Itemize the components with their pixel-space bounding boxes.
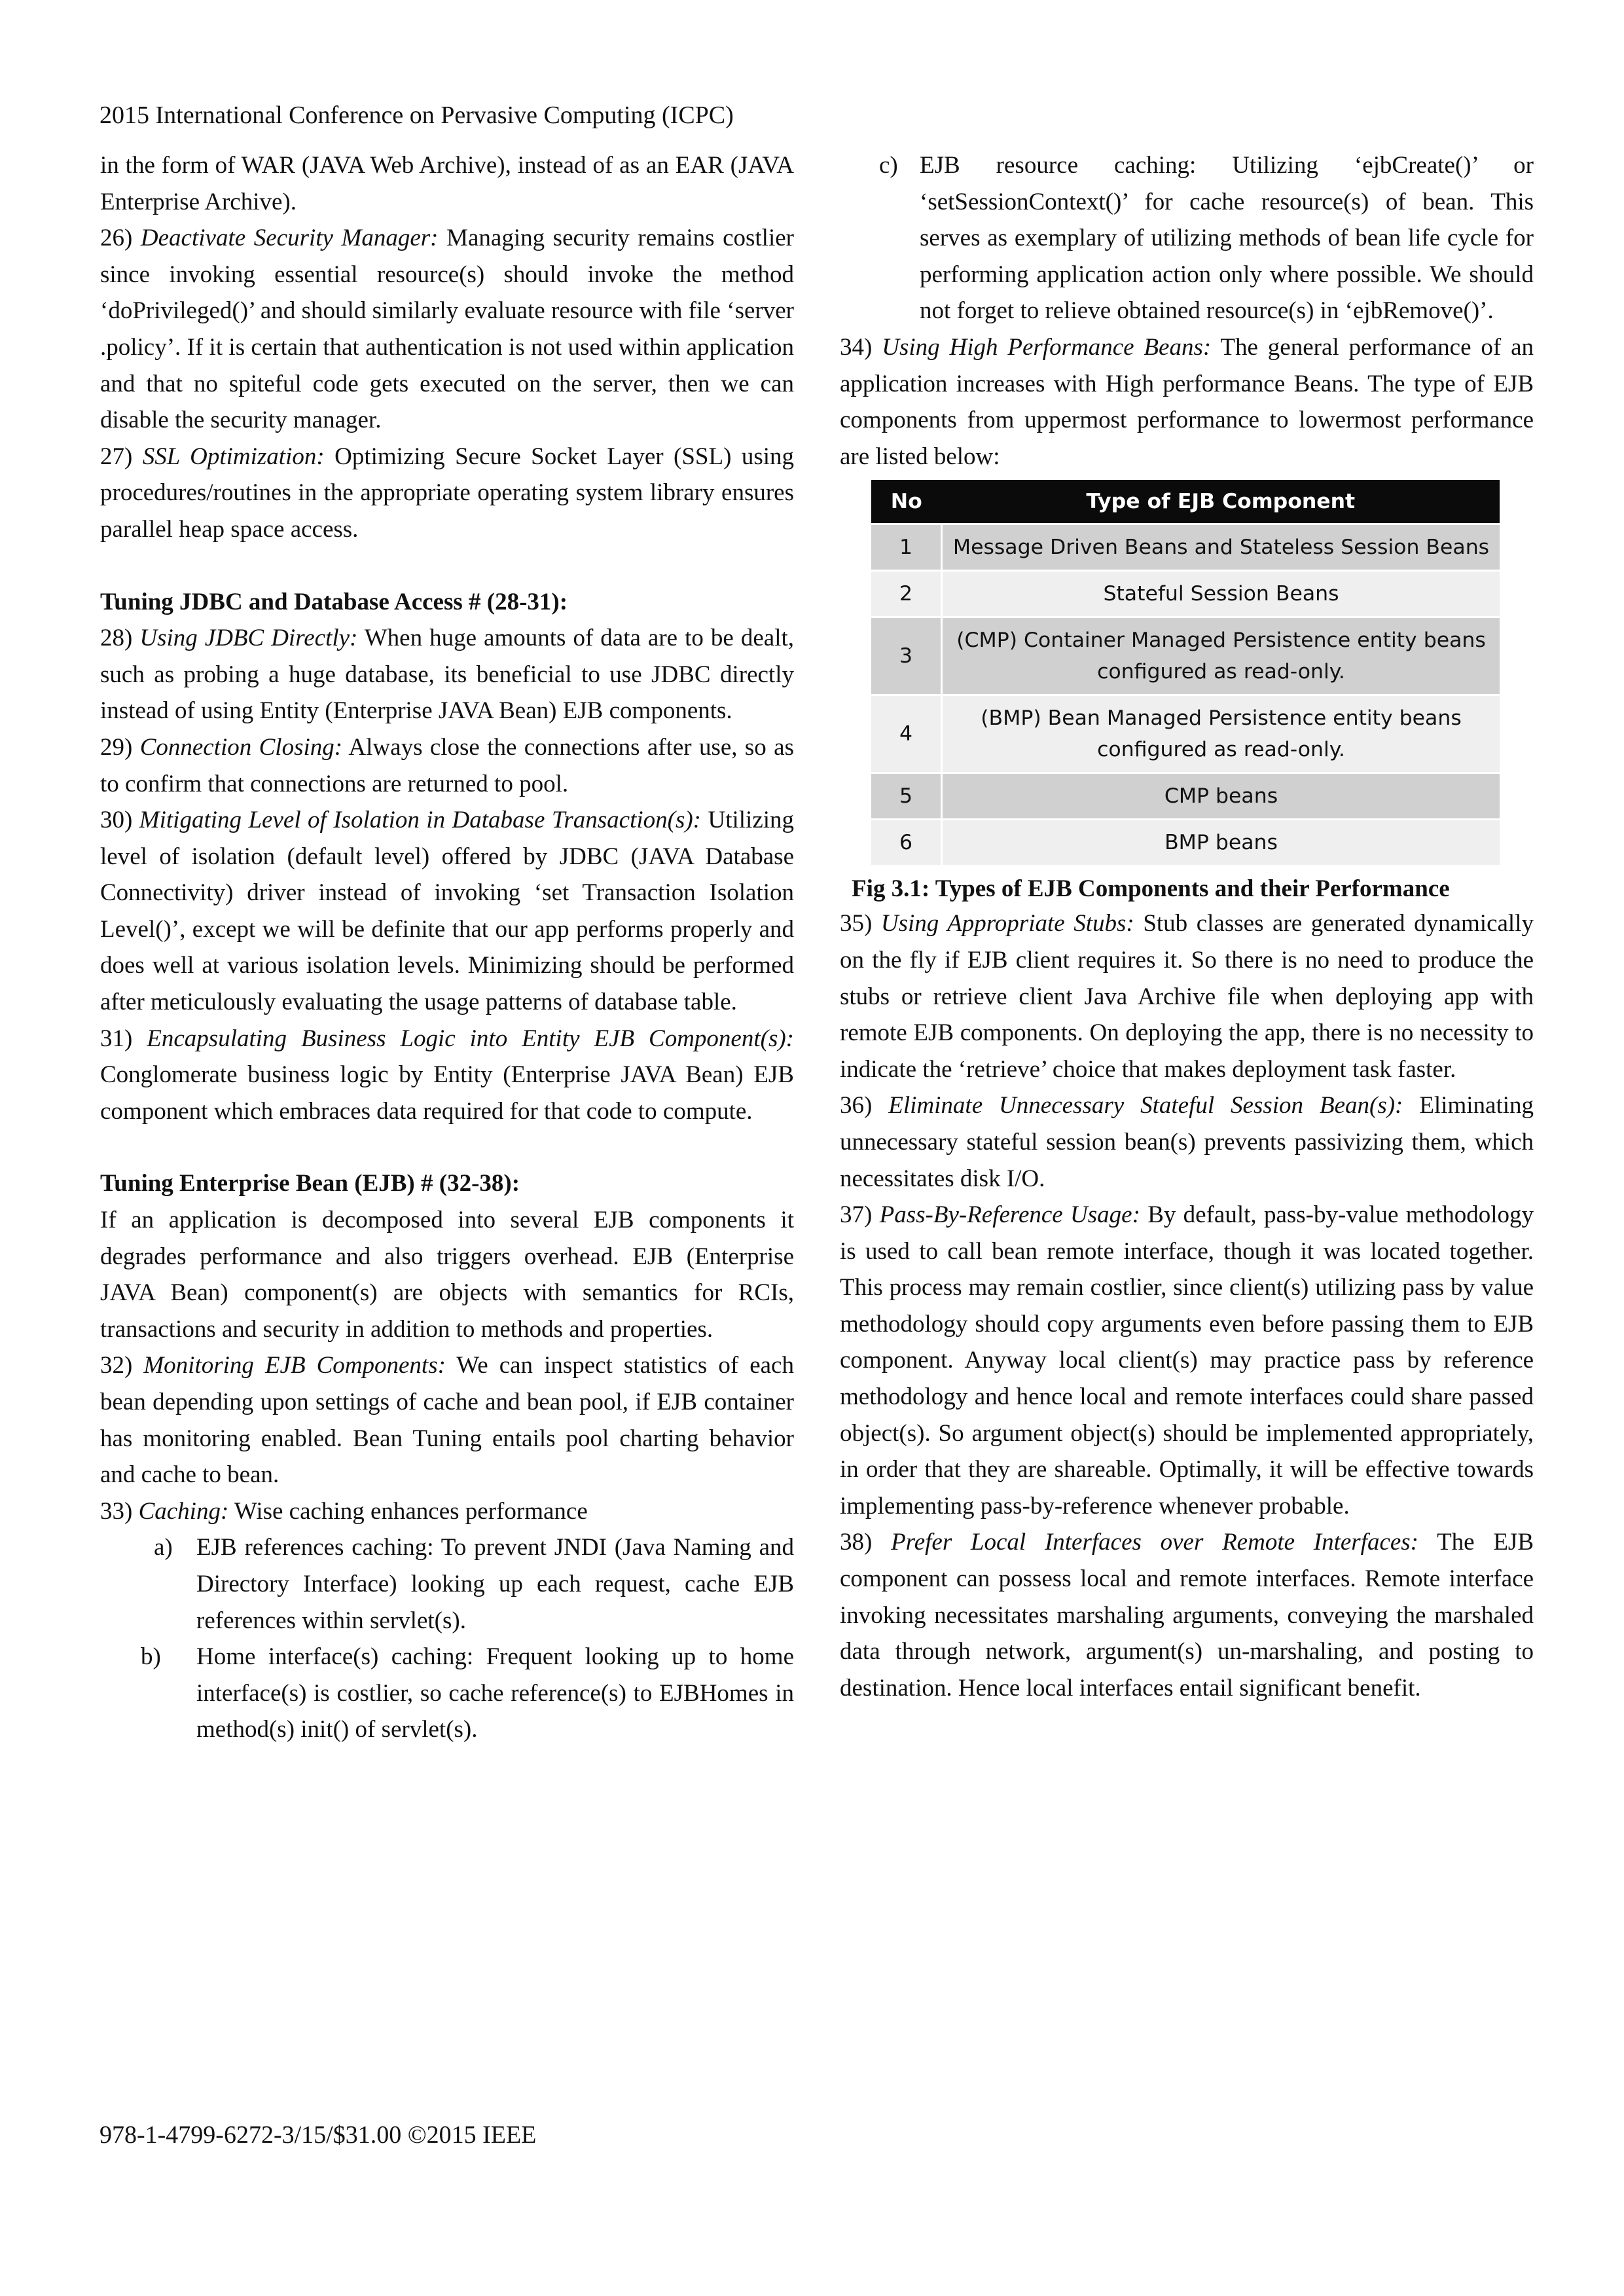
item-title: Deactivate Security Manager: [140,225,439,252]
item-body: When huge amounts of data are to be dealt, such as probing a huge database, its beneficial to use JDBC directly instead of using Entity (Enterprise JAVA Bean) EJB components. [100,625,795,725]
cell-type: Stateful Session Beans [942,571,1500,617]
cell-type: Message Driven Beans and Stateless Session Beans [942,524,1500,571]
item-number: 27) [100,443,133,470]
subitem-label: c) [879,152,898,179]
subitem-text: EJB resource caching: Utilizing ‘ejbCreate()’ or ‘setSessionContext()’ for cache resource(s) of bean. This serves as exemplary of utilizing methods of bean life cycle for performing application action only where possible. We should not forget to relieve obtained resource(s) in ‘ejbRemove()’. [920,152,1534,325]
item-body: Conglomerate business logic by Entity (Enterprise JAVA Bean) EJB component which embraces data required for that code to compute. [100,1061,794,1125]
table-row [871,695,1500,773]
subitem-label: b) [141,1643,161,1671]
item-title: Encapsulating Business Logic into Entity EJB Component(s): [147,1025,794,1052]
subitem-label: a) [154,1534,173,1561]
item-31 [100,1021,794,1130]
item-number: 31) [100,1025,133,1052]
item-number: 26) [100,225,133,252]
cell-no: 2 [871,571,942,617]
item-title: Eliminate Unnecessary Stateful Session Bean(s): [888,1092,1403,1120]
item-number: 38) [840,1529,873,1556]
item-number: 30) [100,807,133,834]
item-number: 32) [100,1352,133,1379]
item-35 [840,905,1534,1087]
item-body: Optimizing Secure Socket Layer (SSL) using procedures/routines in the appropriate operating system library ensures parallel heap space access. [100,443,795,543]
item-body: Always close the connections after use, so as to confirm that connections are returned to pool. [100,733,794,797]
item-title: Mitigating Level of Isolation in Database Transaction(s): [139,807,702,834]
item-number: 29) [100,733,133,761]
item-37 [840,1197,1534,1524]
ejb-table-figure [871,480,1500,865]
table-header-row [871,480,1500,524]
section-heading-ejb: Tuning Enterprise Bean (EJB) # (32-38): [100,1170,520,1197]
item-body: The general performance of an application increases with High performance Beans. The type of EJB components from uppermost performance to lowermost performance are listed below: [840,333,1534,470]
table-row [871,773,1500,820]
subitem-text: EJB references caching: To prevent JNDI (Java Naming and Directory Interface) looking up each request, cache EJB references within servlet(s). [196,1534,794,1634]
item-body: Managing security remains costlier since invoking essential resource(s) should invoke the method ‘doPrivileged()’ and should similarly evaluate resource with file ‘server .policy’. If it is certain that authentication is not used within application and that no spiteful code gets executed on the server, then we can disable the security manager. [100,225,794,434]
subitem-33a [100,1529,794,1639]
section-heading-jdbc: Tuning JDBC and Database Access # (28-31): [100,588,568,615]
item-title: Prefer Local Interfaces over Remote Interfaces: [891,1529,1419,1556]
item-26 [100,220,794,439]
item-33 [100,1493,794,1530]
item-30 [100,802,794,1021]
item-number: 37) [840,1201,873,1229]
item-body: By default, pass-by-value methodology is used to call bean remote interface, though it was located together. This process may remain costlier, since client(s) utilizing pass by value methodology should copy arguments even before passing them to EJB component. Anyway local client(s) may practice pass by reference methodology and hence local and remote interfaces could share passed object(s). So argument object(s) should be implemented appropriately, in order that they are shareable. Optimally, it will be effective towards implementing pass-by-reference whenever probable. [840,1201,1534,1520]
cell-no: 3 [871,617,942,695]
item-34 [840,329,1534,475]
table-row [871,617,1500,695]
item-number: 36) [840,1092,873,1120]
item-number: 28) [100,625,133,652]
paragraph-intro: in the form of WAR (JAVA Web Archive), instead of as an EAR (JAVA Enterprise Archive). [100,152,794,215]
item-title: Connection Closing: [139,733,343,761]
item-body: The EJB component can possess local and remote interfaces. Remote interface invoking necessitates marshaling arguments, conveying the marshaled data through network, argument(s) un-marshaling, and posting to destination. Hence local interfaces entail significant benefit. [840,1529,1534,1702]
item-title: Monitoring EJB Components: [143,1352,446,1379]
right-column [840,147,1534,1706]
item-title: Using Appropriate Stubs: [880,910,1134,938]
item-number: 33) [100,1497,133,1525]
figure-caption: Fig 3.1: Types of EJB Components and their Performance [852,875,1450,903]
subitem-33c [840,147,1534,329]
item-29 [100,729,794,802]
cell-type: BMP beans [942,820,1500,866]
table-row [871,524,1500,571]
item-27 [100,439,794,548]
ejb-components-table [871,480,1500,865]
item-title: Pass-By-Reference Usage: [879,1201,1140,1229]
item-36 [840,1087,1534,1197]
cell-no: 6 [871,820,942,866]
subitem-text: Home interface(s) caching: Frequent looking up to home interface(s) is costlier, so cache reference(s) to EJBHomes in method(s) init() of servlet(s). [196,1643,794,1743]
item-38 [840,1524,1534,1706]
table-row [871,820,1500,866]
column-header-type: Type of EJB Component [942,480,1500,524]
item-28 [100,620,794,729]
page-footer: 978-1-4799-6272-3/15/$31.00 ©2015 IEEE [99,2121,537,2149]
cell-no: 1 [871,524,942,571]
cell-type: (BMP) Bean Managed Persistence entity beans configured as read-only. [942,695,1500,773]
item-body: We can inspect statistics of each bean depending upon settings of cache and bean pool, if EJB container has monitoring enabled. Bean Tuning entails pool charting behavior and cache to bean. [100,1352,794,1489]
item-body: Utilizing level of isolation (default level) offered by JDBC (JAVA Database Connectivity) driver instead of invoking ‘set Transaction Isolation Level()’, except we will be definite that our app performs properly and does well at various isolation levels. Minimizing should be performed after meticulously evaluating the usage patterns of database table. [100,807,795,1016]
item-title: Using JDBC Directly: [139,625,358,652]
cell-no: 4 [871,695,942,773]
item-title: Using High Performance Beans: [882,333,1212,361]
cell-type: (CMP) Container Managed Persistence entity beans configured as read-only. [942,617,1500,695]
subitem-33b [100,1639,794,1748]
left-column [100,147,794,1748]
item-number: 34) [840,333,873,361]
cell-type: CMP beans [942,773,1500,820]
item-number: 35) [840,910,873,938]
item-body: Stub classes are generated dynamically on the fly if EJB client requires it. So there is no need to produce the stubs or retrieve client Java Archive file when deploying app with remote EJB components. On deploying the app, there is no necessity to indicate the ‘retrieve’ choice that makes deployment task faster. [840,910,1534,1083]
cell-no: 5 [871,773,942,820]
item-body: Wise caching enhances performance [234,1497,588,1525]
item-title: Caching: [138,1497,229,1525]
column-header-no: No [871,480,942,524]
item-title: SSL Optimization: [142,443,325,470]
item-32 [100,1347,794,1493]
table-row [871,571,1500,617]
paragraph-ejb-intro: If an application is decomposed into several EJB components it degrades performance and also triggers overhead. EJB (Enterprise JAVA Bean) component(s) are objects with semantics for RCIs, transactions and security in addition to methods and properties. [100,1207,794,1343]
page-header: 2015 International Conference on Pervasive Computing (ICPC) [99,101,734,129]
item-body: Eliminating unnecessary stateful session bean(s) prevents passivizing them, which necessitates disk I/O. [840,1092,1534,1192]
